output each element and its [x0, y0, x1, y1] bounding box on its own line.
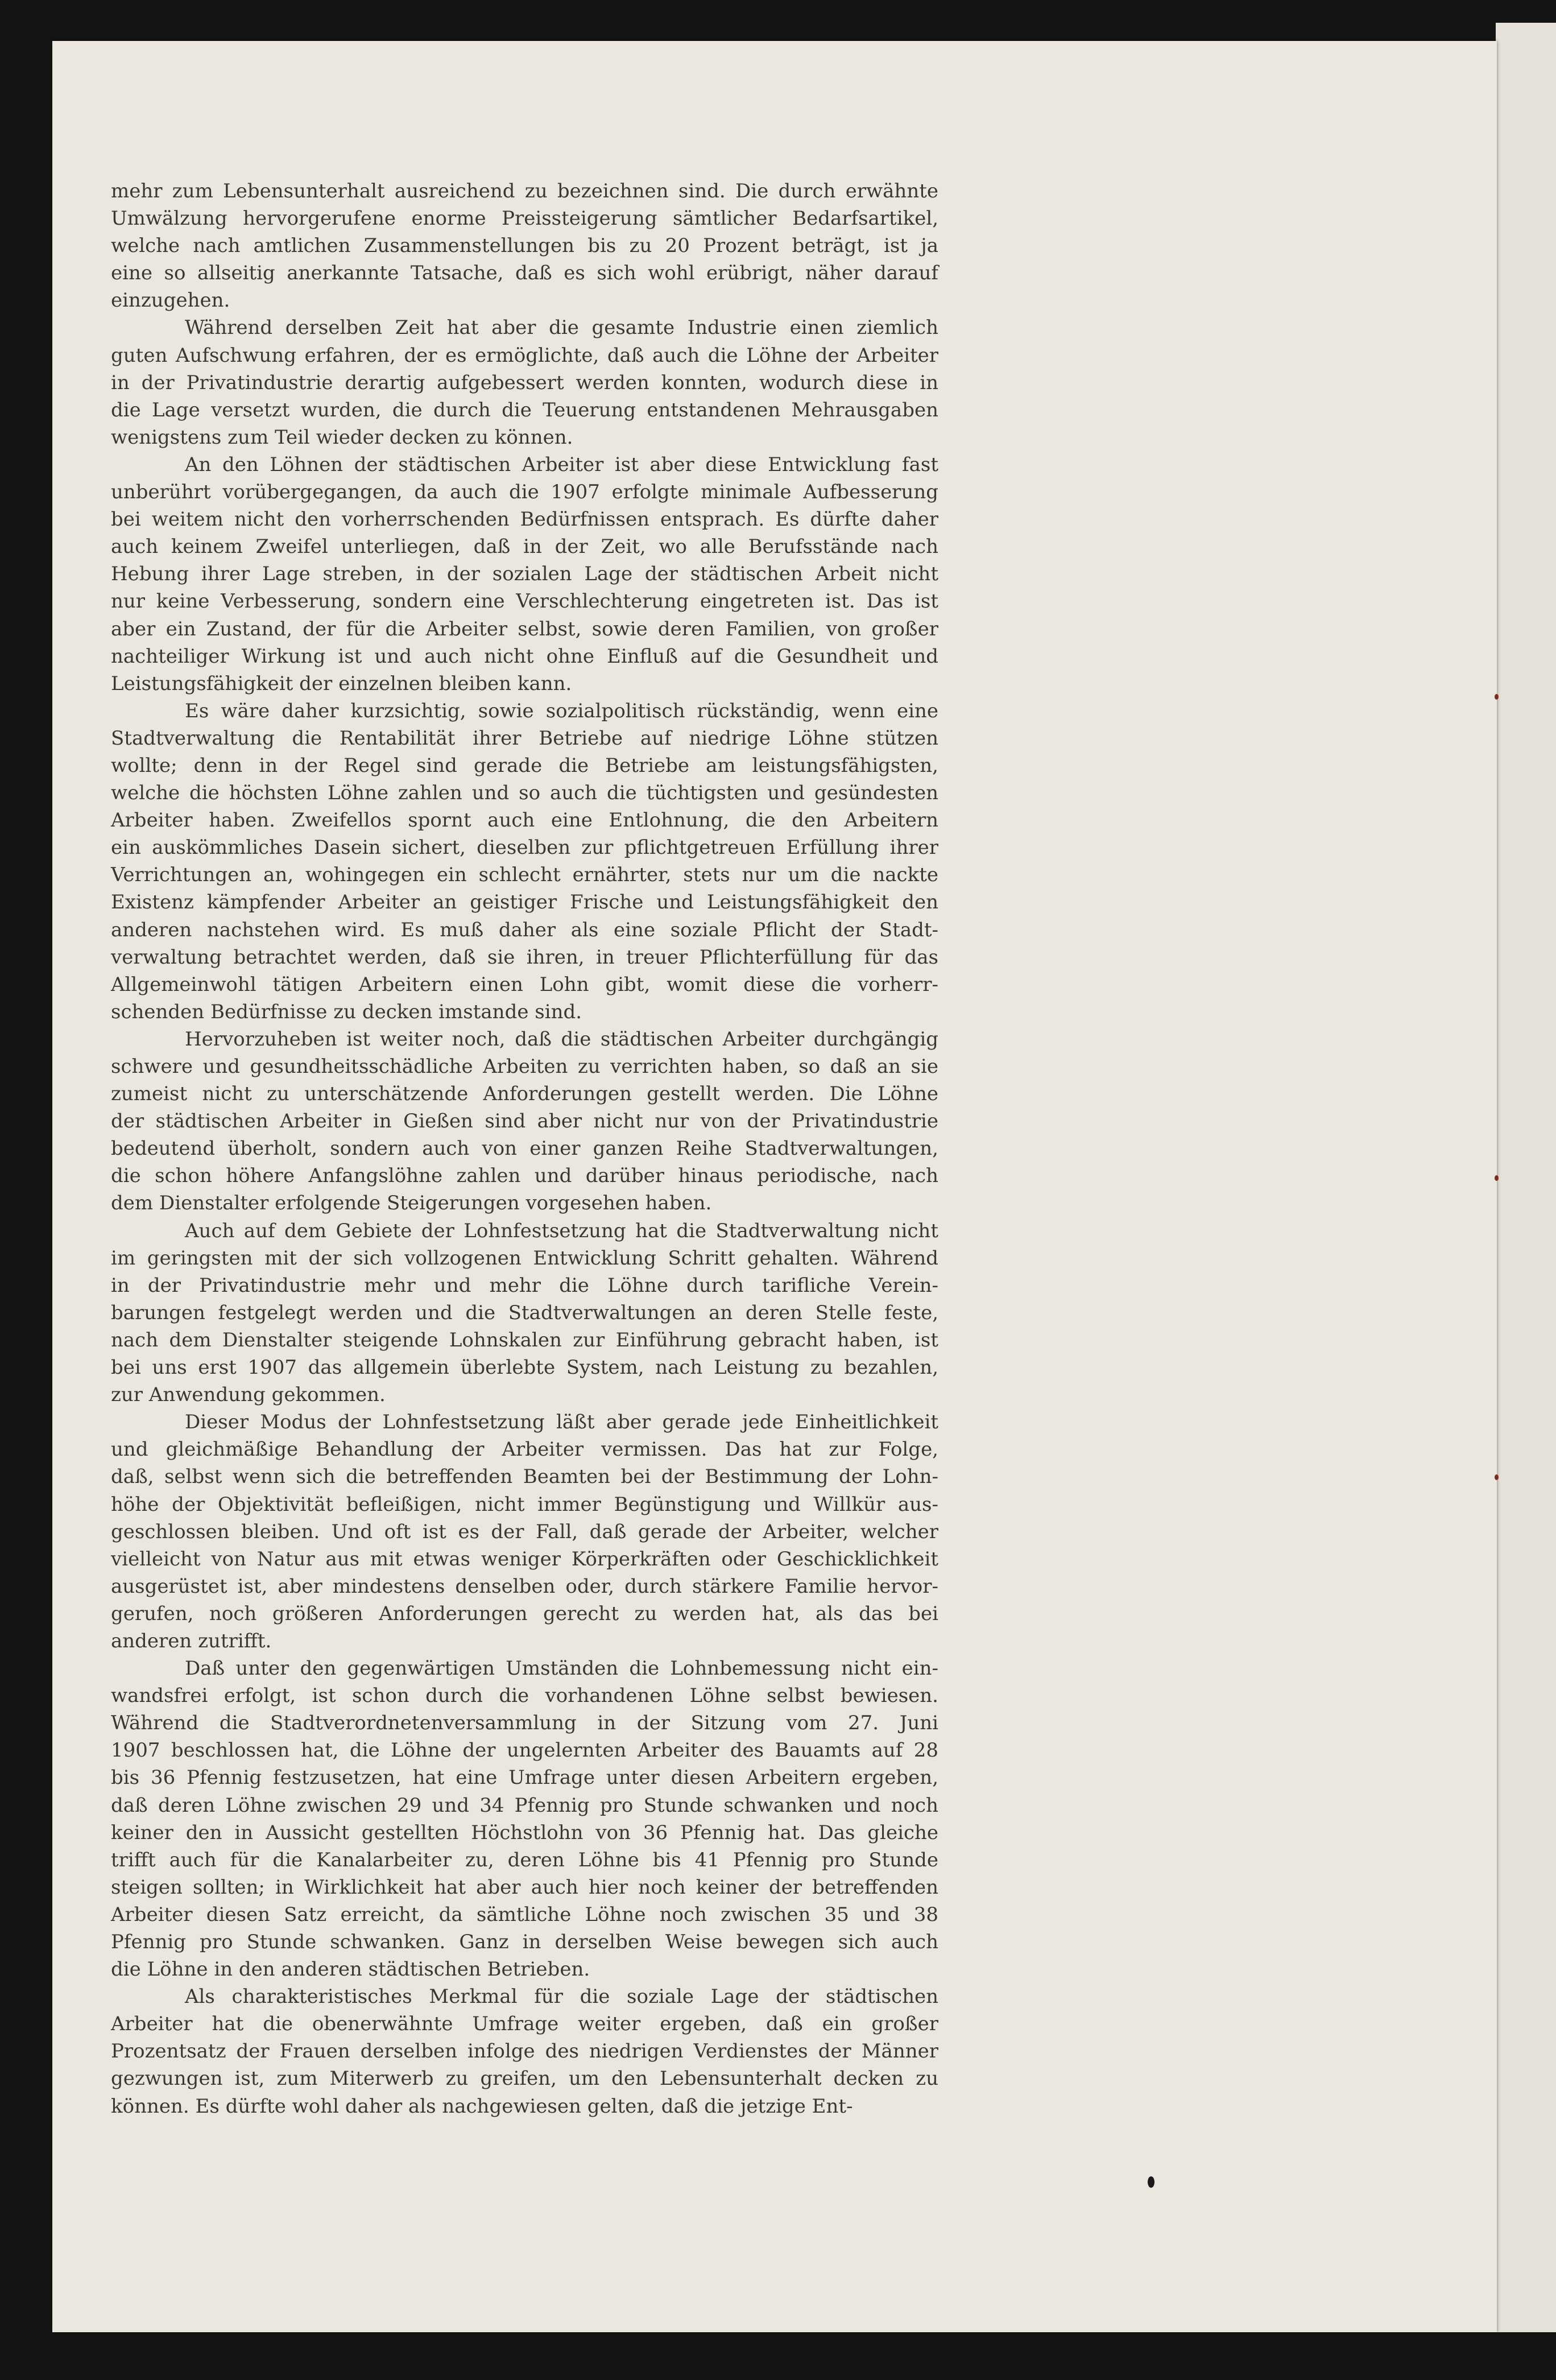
text-line: gerufen, noch größeren Anforderungen gerecht zu werden hat, als das bei	[111, 1602, 938, 1625]
paragraph	[111, 1983, 938, 2119]
text-line: daß, selbst wenn sich die betreffenden Beamten bei der Bestimmung der Lohn-	[111, 1465, 938, 1489]
paragraph	[111, 697, 938, 1026]
text-line: keiner den in Aussicht gestellten Höchstlohn von 36 Pfennig hat. Das gleiche	[111, 1821, 938, 1844]
text-line: nur keine Verbesserung, sondern eine Verschlechterung eingetreten ist. Das ist	[111, 590, 938, 613]
text-line: ein auskömmliches Dasein sichert, dieselben zur pflichtgetreuen Erfüllung ihrer	[111, 836, 938, 860]
paragraph	[111, 1655, 938, 1983]
text-line: trifft auch für die Kanalarbeiter zu, deren Löhne bis 41 Pfennig pro Stunde	[111, 1848, 938, 1871]
paragraph	[111, 177, 938, 314]
text-line: welche nach amtlichen Zusammenstellungen bis zu 20 Prozent beträgt, ist ja	[111, 234, 938, 258]
paragraph	[111, 1217, 938, 1409]
text-line: Arbeiter haben. Zweifellos spornt auch eine Entlohnung, die den Arbeitern	[111, 809, 938, 832]
text-line: Während derselben Zeit hat aber die gesamte Industrie einen ziemlich	[185, 316, 938, 340]
text-line: nachteiliger Wirkung ist und auch nicht ohne Einfluß auf die Gesundheit und	[111, 644, 938, 668]
text-line: Leistungsfähigkeit der einzelnen bleiben kann.	[111, 672, 572, 695]
text-line: auch keinem Zweifel unterliegen, daß in der Zeit, wo alle Berufsstände nach	[111, 535, 938, 559]
text-line: unberührt vorübergegangen, da auch die 1907 erfolgte minimale Aufbesserung	[111, 481, 938, 504]
text-line: die schon höhere Anfangslöhne zahlen und darüber hinaus periodische, nach	[111, 1164, 938, 1188]
text-line: in der Privatindustrie derartig aufgebessert werden konnten, wodurch diese in	[111, 371, 938, 394]
text-line: gezwungen ist, zum Miterwerb zu greifen, um den Lebensunterhalt decken zu	[111, 2067, 938, 2090]
margin-mark	[1495, 1474, 1499, 1480]
paragraph	[111, 1026, 938, 1217]
text-line: mehr zum Lebensunterhalt ausreichend zu bezeichnen sind. Die durch erwähnte	[111, 180, 938, 203]
text-line: Allgemeinwohl tätigen Arbeitern einen Lohn gibt, womit diese die vorherr-	[111, 973, 938, 996]
text-line: und gleichmäßige Behandlung der Arbeiter vermissen. Das hat zur Folge,	[111, 1438, 938, 1461]
text-line: wollte; denn in der Regel sind gerade die Betriebe am leistungsfähigsten,	[111, 754, 938, 777]
text-line: Auch auf dem Gebiete der Lohnfestsetzung hat die Stadtverwaltung nicht	[185, 1219, 938, 1242]
text-line: verwaltung betrachtet werden, daß sie ihren, in treuer Pflichterfüllung für das	[111, 945, 938, 969]
text-line: schenden Bedürfnisse zu decken imstande sind.	[111, 1000, 582, 1023]
text-line: Verrichtungen an, wohingegen ein schlecht ernährter, stets nur um die nackte	[111, 863, 938, 887]
text-line: zur Anwendung gekommen.	[111, 1383, 386, 1407]
text-line: aber ein Zustand, der für die Arbeiter selbst, sowie deren Familien, von großer	[111, 617, 938, 641]
text-line: eine so allseitig anerkannte Tatsache, daß es sich wohl erübrigt, näher darauf	[111, 262, 938, 285]
text-line: Stadtverwaltung die Rentabilität ihrer Betriebe auf niedrige Löhne stützen	[111, 726, 938, 750]
text-line: ausgerüstet ist, aber mindestens denselben oder, durch stärkere Familie hervor-	[111, 1575, 938, 1598]
text-line: Arbeiter diesen Satz erreicht, da sämtliche Löhne noch zwischen 35 und 38	[111, 1903, 938, 1926]
text-line: Daß unter den gegenwärtigen Umständen die Lohnbemessung nicht ein-	[185, 1657, 938, 1680]
text-line: die Lage versetzt wurden, die durch die Teuerung entstandenen Mehrausgaben	[111, 398, 938, 422]
text-line: Dieser Modus der Lohnfestsetzung läßt aber gerade jede Einheitlichkeit	[185, 1411, 938, 1434]
margin-mark	[1495, 1175, 1499, 1181]
text-line: nach dem Dienstalter steigende Lohnskalen zur Einführung gebracht haben, ist	[111, 1328, 938, 1352]
text-line: Umwälzung hervorgerufene enorme Preissteigerung sämtlicher Bedarfsartikel,	[111, 207, 938, 230]
text-line: steigen sollten; in Wirklichkeit hat aber auch hier noch keiner der betreffenden	[111, 1875, 938, 1899]
margin-mark	[1495, 694, 1499, 700]
text-line: bis 36 Pfennig festzusetzen, hat eine Umfrage unter diesen Arbeitern ergeben,	[111, 1766, 938, 1790]
text-line: Während die Stadtverordnetenversammlung in der Sitzung vom 27. Juni	[111, 1712, 938, 1735]
text-line: Es wäre daher kurzsichtig, sowie sozialpolitisch rückständig, wenn eine	[185, 699, 938, 722]
text-line: Prozentsatz der Frauen derselben infolge des niedrigen Verdienstes der Männer	[111, 2040, 938, 2063]
text-line: vielleicht von Natur aus mit etwas weniger Körperkräften oder Geschicklichkeit	[111, 1547, 938, 1571]
text-line: zumeist nicht zu unterschätzende Anforderungen gestellt werden. Die Löhne	[111, 1082, 938, 1106]
text-line: im geringsten mit der sich vollzogenen Entwicklung Schritt gehalten. Während	[111, 1246, 938, 1270]
paragraph	[111, 451, 938, 697]
text-line: 1907 beschlossen hat, die Löhne der ungelernten Arbeiter des Bauamts auf 28	[111, 1739, 938, 1762]
text-line: An den Löhnen der städtischen Arbeiter ist aber diese Entwicklung fast	[185, 453, 938, 476]
adjacent-page-edge	[1496, 23, 1556, 2332]
text-line: anderen nachstehen wird. Es muß daher als eine soziale Pflicht der Stadt-	[111, 918, 938, 941]
text-line: geschlossen bleiben. Und oft ist es der Fall, daß gerade der Arbeiter, welcher	[111, 1520, 938, 1543]
text-line: guten Aufschwung erfahren, der es ermöglichte, daß auch die Löhne der Arbeiter	[111, 344, 938, 367]
text-line: Pfennig pro Stunde schwanken. Ganz in derselben Weise bewegen sich auch	[111, 1931, 938, 1953]
text-line: höhe der Objektivität befleißigen, nicht immer Begünstigung und Willkür aus-	[111, 1493, 938, 1516]
text-line: dem Dienstalter erfolgende Steigerungen vorgesehen haben.	[111, 1192, 712, 1215]
text-line: können. Es dürfte wohl daher als nachgewiesen gelten, daß die jetzige Ent-	[111, 2094, 853, 2118]
text-line: der städtischen Arbeiter in Gießen sind aber nicht nur von der Privatindustrie	[111, 1110, 938, 1133]
text-line: einzugehen.	[111, 289, 230, 312]
text-line: anderen zutrifft.	[111, 1629, 272, 1652]
text-line: Arbeiter hat die obenerwähnte Umfrage weiter ergeben, daß ein großer	[111, 2013, 938, 2036]
text-line: wenigstens zum Teil wieder decken zu können.	[111, 425, 573, 449]
text-line: Hervorzuheben ist weiter noch, daß die städtischen Arbeiter durchgängig	[185, 1027, 938, 1051]
text-line: die Löhne in den anderen städtischen Betrieben.	[111, 1958, 590, 1981]
text-line: Als charakteristisches Merkmal für die soziale Lage der städtischen	[185, 1985, 938, 2009]
paragraph	[111, 314, 938, 451]
paragraph	[111, 1408, 938, 1655]
text-line: Hebung ihrer Lage streben, in der sozialen Lage der städtischen Arbeit nicht	[111, 563, 938, 586]
text-line: Existenz kämpfender Arbeiter an geistiger Frische und Leistungsfähigkeit den	[111, 891, 938, 914]
text-line: welche die höchsten Löhne zahlen und so auch die tüchtigsten und gesündesten	[111, 782, 938, 805]
text-line: schwere und gesundheitsschädliche Arbeiten zu verrichten haben, so daß an sie	[111, 1055, 938, 1078]
body-text	[111, 177, 938, 2120]
text-line: wandsfrei erfolgt, ist schon durch die vorhandenen Löhne selbst bewiesen.	[111, 1684, 938, 1708]
text-line: in der Privatindustrie mehr und mehr die Löhne durch tarifliche Verein-	[111, 1274, 938, 1297]
text-line: bei uns erst 1907 das allgemein überlebte System, nach Leistung zu bezahlen,	[111, 1356, 938, 1379]
text-line: bei weitem nicht den vorherrschenden Bedürfnissen entsprach. Es dürfte daher	[111, 508, 938, 531]
text-line: barungen festgelegt werden und die Stadtverwaltungen an deren Stelle feste,	[111, 1301, 938, 1324]
text-line: bedeutend überholt, sondern auch von einer ganzen Reihe Stadtverwaltungen,	[111, 1137, 938, 1160]
ink-spot	[1148, 2176, 1154, 2188]
text-line: daß deren Löhne zwischen 29 und 34 Pfennig pro Stunde schwanken und noch	[111, 1794, 938, 1817]
